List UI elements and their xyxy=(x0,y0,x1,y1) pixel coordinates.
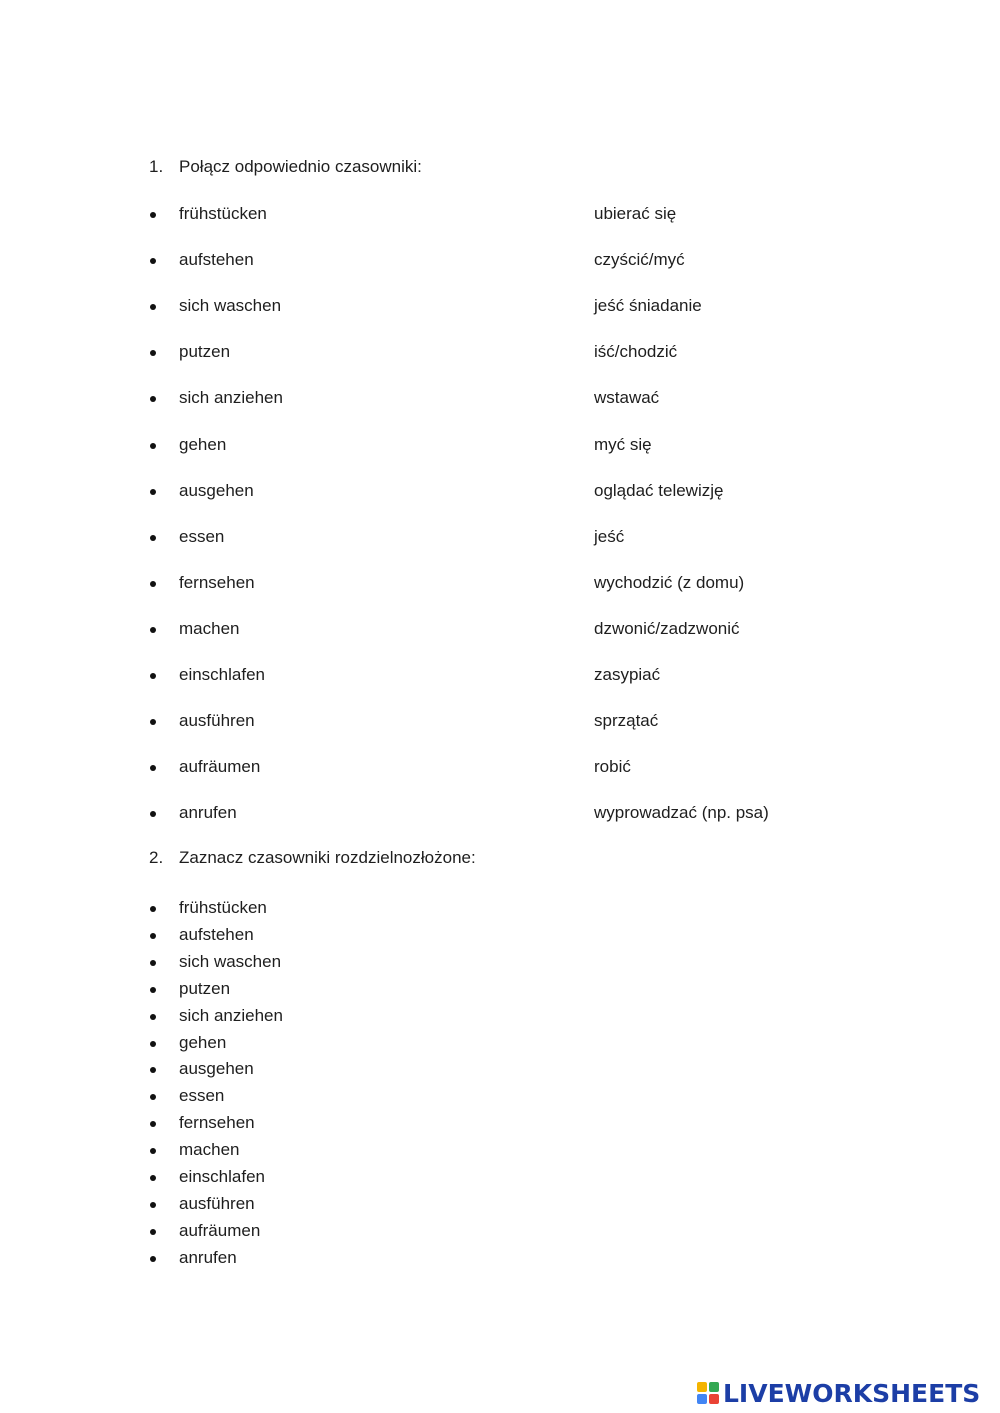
bullet-icon xyxy=(150,811,156,817)
bullet-icon xyxy=(150,1121,156,1127)
polish-translation: robić xyxy=(594,757,631,776)
verb-option[interactable]: ausführen xyxy=(179,1194,255,1213)
german-verb: ausgehen xyxy=(179,481,254,500)
german-verb: putzen xyxy=(179,342,231,361)
polish-translation: ubierać się xyxy=(594,204,677,223)
german-verb: machen xyxy=(179,619,240,638)
bullet-icon xyxy=(150,673,156,679)
bullet-icon xyxy=(150,489,156,495)
polish-translation: dzwonić/zadzwonić xyxy=(594,619,740,638)
german-verb: ausführen xyxy=(179,711,255,730)
bullet-icon xyxy=(150,1148,156,1154)
logo-mark-square xyxy=(709,1394,719,1404)
verb-option[interactable]: aufräumen xyxy=(179,1221,261,1240)
verb-option[interactable]: sich waschen xyxy=(179,952,282,971)
bullet-icon xyxy=(150,1067,156,1073)
bullet-icon xyxy=(150,1175,156,1181)
polish-translation: jeść xyxy=(594,527,625,546)
bullet-icon xyxy=(150,960,156,966)
logo-mark-square xyxy=(697,1394,707,1404)
section2-number: 2. xyxy=(149,848,164,867)
section2-title: Zaznacz czasowniki rozdzielnozłożone: xyxy=(179,848,476,867)
bullet-icon xyxy=(150,1014,156,1020)
polish-translation: czyścić/myć xyxy=(594,250,685,269)
verb-option[interactable]: ausgehen xyxy=(179,1059,254,1078)
bullet-icon xyxy=(150,258,156,264)
bullet-icon xyxy=(150,719,156,725)
german-verb: essen xyxy=(179,527,225,546)
liveworksheets-logo xyxy=(697,1380,980,1406)
logo-mark-square xyxy=(709,1382,719,1392)
polish-translation: wychodzić (z domu) xyxy=(594,573,745,592)
german-verb: sich anziehen xyxy=(179,388,283,407)
verb-option[interactable]: fernsehen xyxy=(179,1113,255,1132)
german-verb: aufräumen xyxy=(179,757,261,776)
german-verb: sich waschen xyxy=(179,296,282,315)
german-verb: fernsehen xyxy=(179,573,255,592)
verb-option[interactable]: anrufen xyxy=(179,1248,237,1267)
bullet-icon xyxy=(150,396,156,402)
german-verb: gehen xyxy=(179,435,227,454)
verb-option[interactable]: putzen xyxy=(179,979,231,998)
polish-translation: sprzątać xyxy=(594,711,659,730)
logo-text: LIVEWORKSHEETS xyxy=(723,1378,981,1408)
german-verb: anrufen xyxy=(179,803,237,822)
verb-option[interactable]: sich anziehen xyxy=(179,1006,283,1025)
verb-option[interactable]: einschlafen xyxy=(179,1167,266,1186)
verb-option[interactable]: machen xyxy=(179,1140,240,1159)
bullet-icon xyxy=(150,581,156,587)
polish-translation: iść/chodzić xyxy=(594,342,678,361)
bullet-icon xyxy=(150,987,156,993)
bullet-icon xyxy=(150,765,156,771)
bullet-icon xyxy=(150,933,156,939)
verb-option[interactable]: aufstehen xyxy=(179,925,254,944)
verb-option[interactable]: gehen xyxy=(179,1033,227,1052)
logo-mark-icon xyxy=(697,1382,719,1404)
bullet-icon xyxy=(150,1256,156,1262)
polish-translation: myć się xyxy=(594,435,652,454)
verb-option[interactable]: frühstücken xyxy=(179,898,267,917)
german-verb: einschlafen xyxy=(179,665,266,684)
bullet-icon xyxy=(150,1229,156,1235)
polish-translation: wyprowadzać (np. psa) xyxy=(594,803,769,822)
bullet-icon xyxy=(150,443,156,449)
polish-translation: oglądać telewizję xyxy=(594,481,724,500)
verb-option[interactable]: essen xyxy=(179,1086,225,1105)
bullet-icon xyxy=(150,535,156,541)
polish-translation: zasypiać xyxy=(594,665,661,684)
section1-number: 1. xyxy=(149,157,164,176)
bullet-icon xyxy=(150,212,156,218)
polish-translation: jeść śniadanie xyxy=(594,296,702,315)
german-verb: aufstehen xyxy=(179,250,254,269)
bullet-icon xyxy=(150,350,156,356)
german-verb: frühstücken xyxy=(179,204,267,223)
logo-mark-square xyxy=(697,1382,707,1392)
bullet-icon xyxy=(150,304,156,310)
bullet-icon xyxy=(150,1094,156,1100)
bullet-icon xyxy=(150,1041,156,1047)
bullet-icon xyxy=(150,627,156,633)
bullet-icon xyxy=(150,1202,156,1208)
bullet-icon xyxy=(150,906,156,912)
section1-title: Połącz odpowiednio czasowniki: xyxy=(179,157,422,176)
polish-translation: wstawać xyxy=(594,388,660,407)
